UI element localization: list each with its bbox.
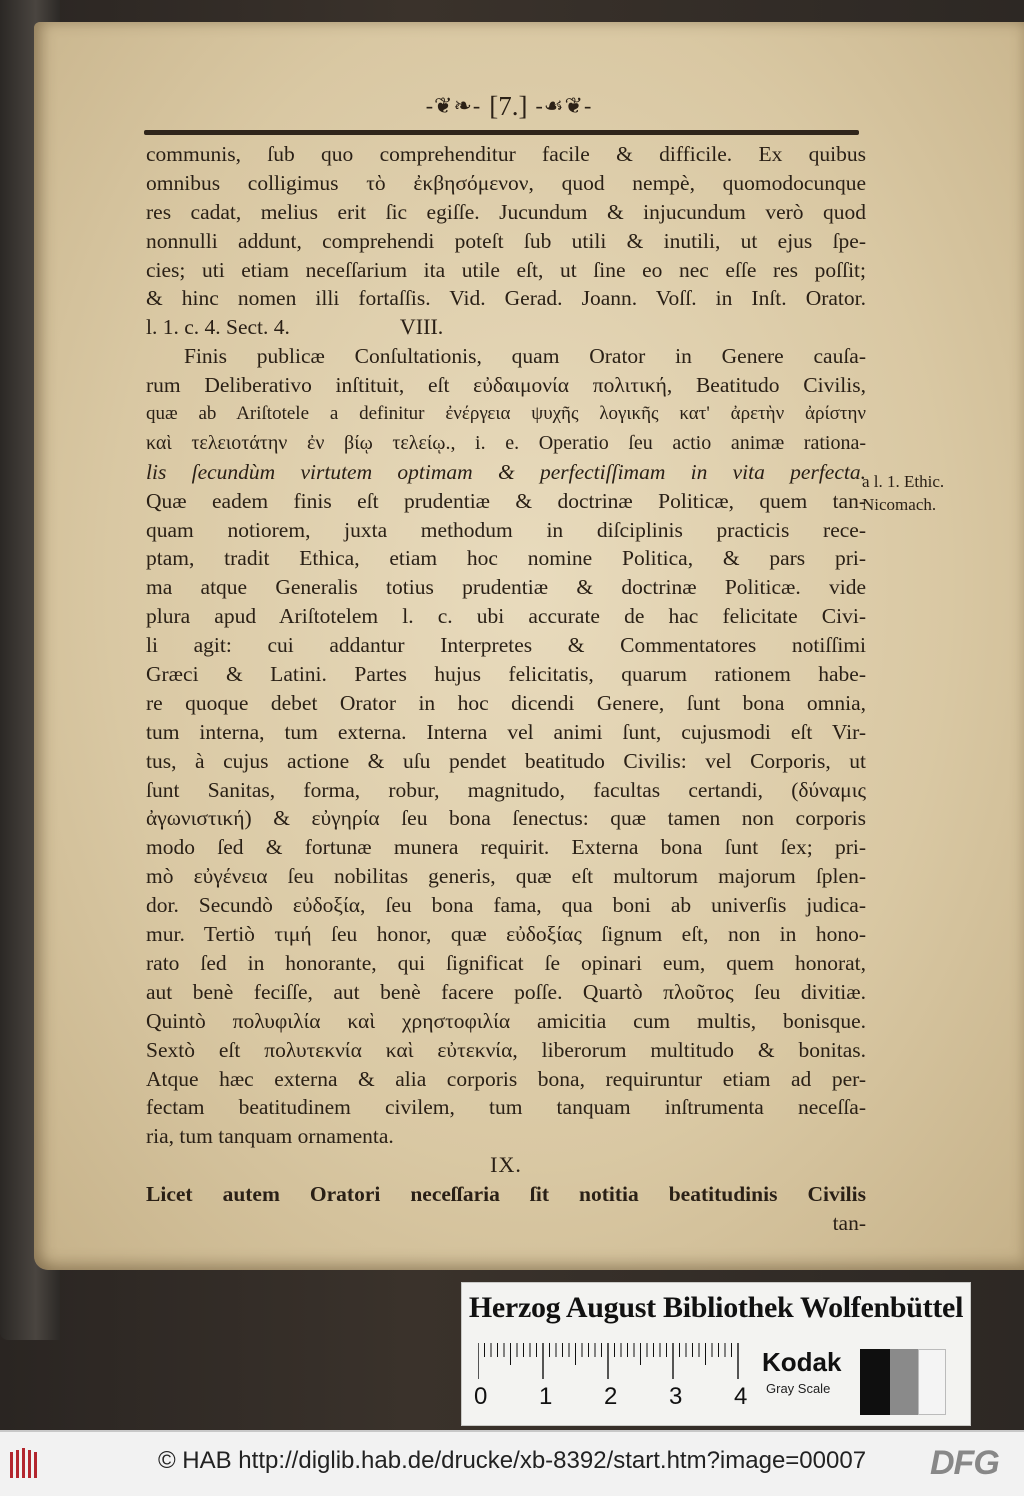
book-page <box>34 22 1024 1270</box>
copyright-link[interactable]: © HAB http://diglib.hab.de/drucke/xb-8392/start.htm?image=00007 <box>157 1447 867 1474</box>
ruler-number: 0 <box>474 1383 488 1410</box>
text-line: omnibus colligimus τὸ ἐκβησόμενον, quod nempè, quomodocunque <box>146 170 866 195</box>
body-text <box>146 140 866 1238</box>
text-line: ἀγωνιστική) & εὐγηρία ſeu bona ſenectus: quæ tamen non corporis <box>146 806 866 831</box>
text-line-with-heading <box>146 313 866 342</box>
ruler-scale-icon <box>478 1343 746 1379</box>
text-line: tus, à cujus actione & uſu pendet beatitudo Civilis: vel Corporis, ut <box>146 748 866 773</box>
text-line: l. 1. c. 4. Sect. 4. <box>146 315 290 340</box>
text-line: quæ ab Ariſtotele a definitur ἐνέργεια ψυχῆς λογικῆς κατ' ἀρετὴν ἀρίστην <box>146 403 866 425</box>
text-line: ſunt Sanitas, forma, robur, magnitudo, facultas certandi, (δύναμις <box>146 777 866 802</box>
margin-note <box>862 470 944 516</box>
text-line: Quæ eadem finis eſt prudentiæ & doctrinæ Politicæ, quem tan- <box>146 488 866 513</box>
text-line: cies; uti etiam neceſſarium ita utile eſt, ut ſine eo nec eſſe res poſſit; <box>146 257 866 282</box>
text-line: & hinc nomen illi fortaſſis. Vid. Gerad. Joann. Voſſ. in Inſt. Orator. <box>146 286 866 311</box>
text-line: ptam, tradit Ethica, etiam hoc nomine Politica, & pars pri- <box>146 546 866 571</box>
text-line: plura apud Ariſtotelem l. c. ubi accurate de hac felicitate Civi- <box>146 604 866 629</box>
text-line: Sextò eſt πολυτεκνία καὶ εὐτεκνία, liberorum multitudo & bonitas. <box>146 1037 866 1062</box>
section-heading-viii: VIII. <box>399 314 444 340</box>
catchword: tan- <box>832 1210 866 1235</box>
text-line: Græci & Latini. Partes hujus felicitatis, quarum rationem habe- <box>146 662 866 687</box>
text-line: communis, ſub quo comprehenditur facile & difficile. Ex quibus <box>146 142 866 166</box>
library-title: Herzog August Bibliothek Wolfenbüttel <box>468 1291 964 1324</box>
dfg-logo: DFG <box>930 1444 999 1482</box>
running-head <box>364 88 654 124</box>
text-line: li agit: cui addantur Interpretes & Commentatores notiſſimi <box>146 633 866 658</box>
text-line: quam notiorem, juxta methodum in diſciplinis practicis rece- <box>146 517 866 542</box>
text-line: aut benè feciſſe, aut benè facere poſſe. Quartò πλοῦτος ſeu divitiæ. <box>146 979 866 1004</box>
head-ornament-right-icon: -☙❦- <box>535 93 593 118</box>
text-line: rato ſed in honorante, qui ſignificat ſe opinari eum, quem honorat, <box>146 950 866 975</box>
text-line: mur. Tertiò τιμή ſeu honor, quæ εὐδοξίας ſignum eſt, non in hono- <box>146 922 866 947</box>
margin-note-line: Nicomach. <box>862 495 937 514</box>
text-line: ma atque Generalis totius prudentiæ & doctrinæ Politicæ. vide <box>146 575 866 600</box>
gray-swatch-black <box>860 1349 890 1415</box>
text-line: mò εὐγένεια ſeu nobilitas generis, quæ eſt multorum majorum ſplen- <box>146 864 866 889</box>
ruler-numbers <box>474 1383 764 1413</box>
text-line: dor. Secundò εὐδοξία, ſeu bona fama, qua boni ab univerſis judica- <box>146 893 866 918</box>
text-line: ria, tum tanquam ornamenta. <box>146 1124 394 1149</box>
kodak-logo: Kodak <box>762 1347 842 1377</box>
gray-swatch-mid <box>890 1349 918 1415</box>
gray-scale-label: Gray Scale <box>766 1381 831 1396</box>
text-line: re quoque debet Orator in hoc dicendi Genere, ſunt bona omnia, <box>146 690 866 715</box>
color-calibration-card <box>462 1283 970 1425</box>
text-line: Quintò πολυφιλία καὶ χρηστοφιλία amicitia cum multis, bonisque. <box>146 1008 866 1033</box>
ruler-number: 3 <box>669 1383 683 1410</box>
footer-bar <box>0 1430 1024 1496</box>
head-rule <box>144 130 859 135</box>
text-line: tum interna, tum externa. Interna vel animi ſunt, cujusmodi eſt Vir- <box>146 719 866 744</box>
gray-swatch-white <box>918 1349 946 1415</box>
text-line: res cadat, melius erit ſic egiſſe. Jucundum & injucundum verò quod <box>146 199 866 224</box>
text-line: modo ſed & fortunæ munera requirit. Externa bona ſunt ſex; pri- <box>146 835 866 860</box>
head-ornament-left-icon: -❦❧- <box>425 93 482 118</box>
section-heading-ix: IX. <box>490 1152 522 1178</box>
text-line: Atque hæc externa & alia corporis bona, requiruntur etiam ad per- <box>146 1066 866 1091</box>
text-line: Licet autem Oratori neceſſaria ſit notitia beatitudinis Civilis <box>146 1182 866 1207</box>
page-number: [7.] <box>489 90 528 121</box>
text-line: καὶ τελειοτάτην ἐν βίῳ τελείῳ., i. e. Operatio ſeu actio animæ rationa- <box>146 431 866 454</box>
text-line: Finis publicæ Conſultationis, quam Orator in Genere cauſa- <box>184 344 866 369</box>
text-line: lis ſecundùm virtutem optimam & perfectiſſimam in vita perfecta. <box>146 459 866 484</box>
margin-note-line: a l. 1. Ethic. <box>862 472 945 491</box>
ruler-number: 4 <box>734 1383 748 1410</box>
ruler-number: 2 <box>604 1383 618 1410</box>
ruler-number: 1 <box>539 1383 553 1410</box>
text-line: fectam beatitudinem civilem, tum tanquam inſtrumenta neceſſa- <box>146 1095 866 1120</box>
text-line: rum Deliberativo inſtituit, eſt εὐδαιμονία πολιτική, Beatitudo Civilis, <box>146 373 866 398</box>
text-line: nonnulli addunt, comprehendi poteſt ſub utili & inutili, ut ejus ſpe- <box>146 228 866 253</box>
